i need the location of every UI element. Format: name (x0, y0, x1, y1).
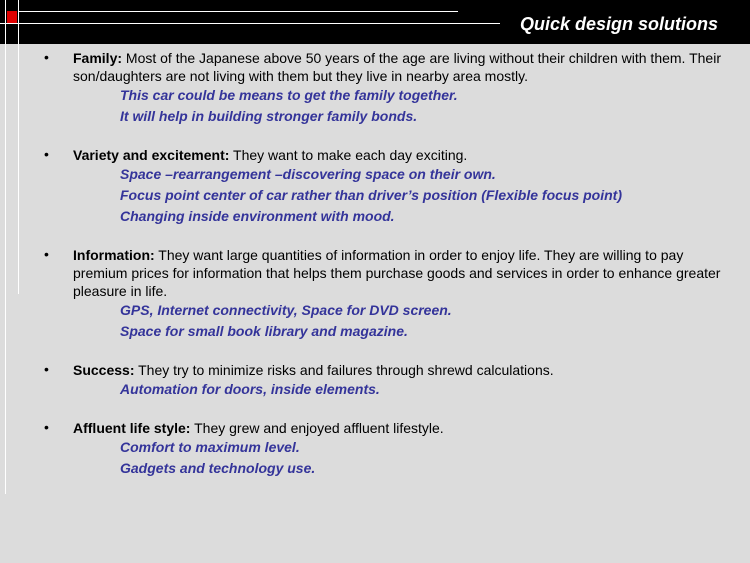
bullet-item-affluent (44, 419, 724, 479)
sub-point: Focus point center of car rather than driver’s position (Flexible focus point) (120, 187, 622, 203)
header-decor-line (0, 23, 500, 24)
bullet-dot-icon: • (44, 146, 49, 162)
item-text: They want to make each day exciting. (229, 147, 468, 163)
sub-point: This car could be means to get the family together. (120, 87, 458, 103)
header-decor-line (18, 0, 19, 44)
sub-point: It will help in building stronger family bonds. (120, 108, 418, 124)
bullet-dot-icon: • (44, 246, 49, 262)
item-text: They want large quantities of information in order to enjoy life. They are willing to pay premium prices for information that helps them purchase goods and services in order to enhance greater pleasure in life. (73, 247, 721, 299)
red-square-accent (7, 11, 17, 23)
sub-point: Gadgets and technology use. (120, 460, 316, 476)
bullet-dot-icon: • (44, 419, 49, 435)
bullet-list (44, 49, 724, 498)
bullet-item-information (44, 246, 724, 342)
sub-point: Space for small book library and magazine. (120, 323, 408, 339)
bullet-item-success (44, 361, 724, 400)
sub-point: Space –rearrangement –discovering space on their own. (120, 166, 496, 182)
header-decor-line (18, 11, 458, 12)
sub-point: Comfort to maximum level. (120, 439, 300, 455)
bullet-dot-icon: • (44, 49, 49, 65)
sub-point: Automation for doors, inside elements. (120, 381, 380, 397)
item-heading: Success: (73, 362, 135, 378)
item-heading: Information: (73, 247, 155, 263)
item-text: They grew and enjoyed affluent lifestyle. (190, 420, 444, 436)
slide-title: Quick design solutions (519, 14, 718, 34)
side-decor-line (5, 44, 6, 494)
item-text: Most of the Japanese above 50 years of the age are living without their children with them. Their son/daughters are not living with them but they live in nearby area mostly. (73, 50, 721, 84)
item-text: They try to minimize risks and failures through shrewd calculations. (134, 362, 554, 378)
side-decor-line (18, 44, 19, 294)
header-decor-line (5, 0, 6, 44)
bullet-dot-icon: • (44, 361, 49, 377)
sub-point: Changing inside environment with mood. (120, 208, 395, 224)
bullet-item-family (44, 49, 724, 127)
item-heading: Family: (73, 50, 123, 66)
sub-point: GPS, Internet connectivity, Space for DVD screen. (120, 302, 452, 318)
item-heading: Affluent life style: (73, 420, 191, 436)
bullet-item-variety (44, 146, 724, 227)
item-heading: Variety and excitement: (73, 147, 230, 163)
